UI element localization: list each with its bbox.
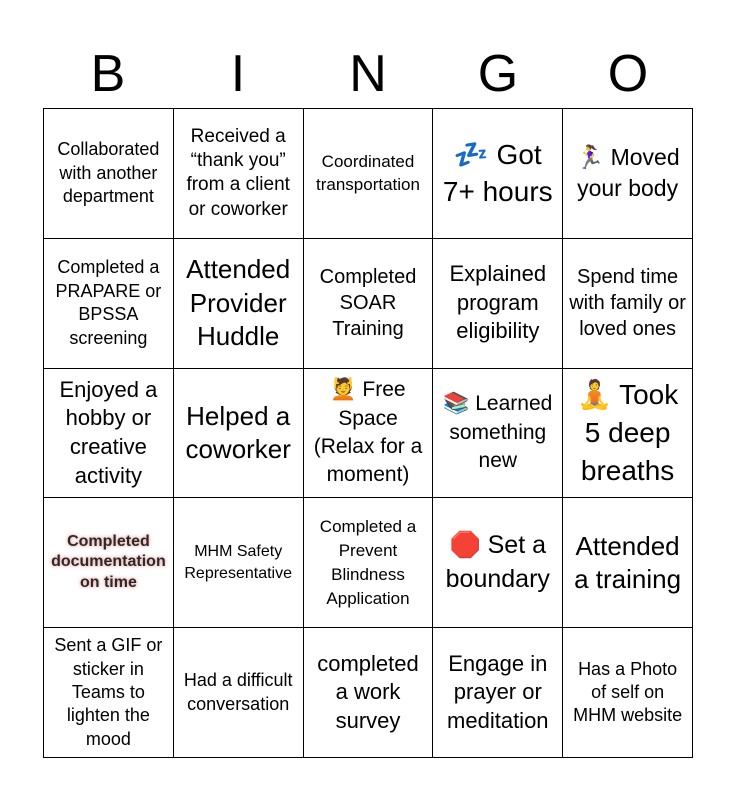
cell-text: Collaborated with another department [57, 139, 160, 207]
bingo-cell-g3[interactable] [433, 369, 563, 499]
cell-text: Completed documentation on time [51, 532, 166, 592]
bingo-cell-b2[interactable] [44, 239, 174, 369]
cell-text: 🏃‍♀️ Moved your body [575, 144, 680, 202]
bingo-cell-i3[interactable] [174, 369, 304, 499]
bingo-cell-n2[interactable] [304, 239, 434, 369]
bingo-cell-n1[interactable] [304, 109, 434, 239]
bingo-cell-i2[interactable] [174, 239, 304, 369]
bingo-cell-i1[interactable] [174, 109, 304, 239]
bingo-cell-n4[interactable] [304, 498, 434, 628]
bingo-cell-b3[interactable] [44, 369, 174, 499]
cell-text: Helped a coworker [185, 400, 291, 464]
cell-text: Completed SOAR Training [319, 266, 417, 341]
cell-text: completed a work survey [317, 650, 419, 733]
cell-text: 💤 Got 7+ hours [442, 138, 553, 208]
cell-text: 💆 Free Space (Relax for a moment) [313, 378, 423, 487]
bingo-cell-b4[interactable] [44, 498, 174, 628]
cell-text: Coordinated transportation [316, 151, 420, 195]
cell-text: MHM Safety Representative [184, 543, 292, 582]
header-letter-b: B [90, 45, 126, 103]
bingo-cell-o3[interactable] [563, 369, 693, 499]
bingo-cell-g5[interactable] [433, 628, 563, 758]
bingo-board [43, 108, 693, 758]
header-letter-o: O [607, 45, 649, 103]
cell-text: 🧘 Took 5 deep breaths [576, 379, 679, 486]
cell-text: 📚 Learned something new [443, 392, 553, 473]
cell-text: Completed a Prevent Blindness Application [319, 517, 417, 608]
bingo-cell-g4[interactable] [433, 498, 563, 628]
bingo-cell-g2[interactable] [433, 239, 563, 369]
cell-text: Received a “thank you” from a client or coworker [186, 125, 290, 220]
bingo-cell-n3[interactable] [304, 369, 434, 499]
bingo-cell-b1[interactable] [44, 109, 174, 239]
bingo-cell-o4[interactable] [563, 498, 693, 628]
cell-text: Completed a PRAPARE or BPSSA screening [55, 257, 162, 348]
header-letter-n: N [349, 45, 387, 103]
bingo-cell-o2[interactable] [563, 239, 693, 369]
header-letter-i: I [230, 45, 246, 103]
cell-text: Enjoyed a hobby or creative activity [59, 376, 158, 488]
cell-text: 🛑 Set a boundary [445, 531, 550, 593]
header-letter-g: G [477, 45, 519, 103]
bingo-cell-o5[interactable] [563, 628, 693, 758]
cell-text: Attended a training [574, 530, 682, 594]
bingo-cell-n5[interactable] [304, 628, 434, 758]
bingo-cell-b5[interactable] [44, 628, 174, 758]
cell-text: Had a difficult conversation [183, 670, 293, 714]
bingo-cell-i4[interactable] [174, 498, 304, 628]
cell-text: Attended Provider Huddle [186, 254, 291, 351]
bingo-cell-g1[interactable] [433, 109, 563, 239]
bingo-cell-i5[interactable] [174, 628, 304, 758]
cell-text: Explained program eligibility [449, 261, 547, 344]
bingo-cell-o1[interactable] [563, 109, 693, 239]
cell-text: Has a Photo of self on MHM website [573, 658, 683, 726]
bingo-header [43, 40, 693, 108]
cell-text: Sent a GIF or sticker in Teams to lighten the mood [54, 635, 163, 749]
cell-text: Spend time with family or loved ones [569, 266, 686, 341]
cell-text: Engage in prayer or meditation [447, 650, 549, 733]
